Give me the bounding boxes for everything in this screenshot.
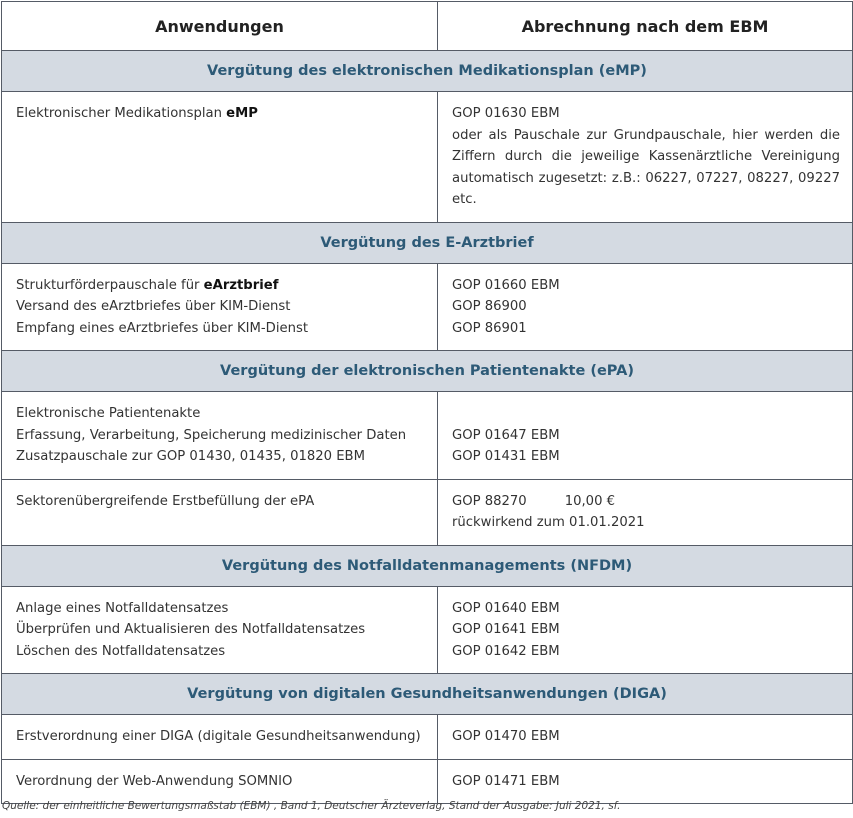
application-cell bbox=[2, 479, 438, 545]
table-row bbox=[2, 586, 853, 674]
application-line: Zusatzpauschale zur GOP 01430, 01435, 01820 EBM bbox=[16, 449, 365, 464]
billing-note: oder als Pauschale zur Grundpauschale, hier werden die Ziffern durch die jeweilige Kassenärztliche Vereinigung automatisch zugesetzt: z.B.: 06227, 07227, 08227, 09227 etc. bbox=[452, 127, 840, 207]
application-bold: eArztbrief bbox=[203, 277, 279, 293]
application-line: Löschen des Notfalldatensatzes bbox=[16, 643, 226, 659]
billing-note: rückwirkend zum 01.01.2021 bbox=[452, 515, 645, 530]
billing-code: GOP 01630 EBM bbox=[452, 106, 560, 121]
billing-cell bbox=[438, 586, 853, 674]
section-title: Vergütung des elektronischen Medikationsplan (eMP) bbox=[2, 51, 853, 92]
application-line: Empfang eines eArztbriefes über KIM-Dienst bbox=[16, 320, 309, 336]
billing-amount: 10,00 € bbox=[564, 493, 616, 509]
table-row bbox=[2, 263, 853, 351]
billing-cell bbox=[438, 479, 853, 545]
table-header-row bbox=[2, 2, 853, 51]
source-caption: Quelle: der einheitliche Bewertungsmaßstab (EBM) , Band 1, Deutscher Ärzteverlag, Stand der Ausgabe: Juli 2021, sf. bbox=[2, 800, 621, 812]
billing-code: GOP 01660 EBM bbox=[452, 277, 560, 293]
billing-cell bbox=[438, 92, 853, 223]
application-bold: eMP bbox=[226, 106, 258, 121]
application-cell bbox=[2, 715, 438, 760]
billing-cell bbox=[438, 715, 853, 760]
billing-code: GOP 01431 EBM bbox=[452, 449, 560, 464]
application-text: Elektronischer Medikationsplan bbox=[16, 106, 227, 121]
table-row bbox=[2, 392, 853, 480]
section-header-epa bbox=[2, 351, 853, 392]
billing-code: GOP 86901 bbox=[452, 320, 527, 336]
application-cell bbox=[2, 759, 438, 804]
application-line: Sektorenübergreifende Erstbefüllung der ePA bbox=[16, 493, 315, 509]
section-header-emp bbox=[2, 51, 853, 92]
billing-code: GOP 01470 EBM bbox=[452, 729, 560, 744]
application-cell bbox=[2, 586, 438, 674]
application-line: Elektronische Patientenakte bbox=[16, 406, 201, 421]
billing-code: GOP 01647 EBM bbox=[452, 427, 560, 443]
billing-cell bbox=[438, 759, 853, 804]
billing-code: GOP 01641 EBM bbox=[452, 622, 560, 637]
section-title: Vergütung der elektronischen Patientenakte (ePA) bbox=[2, 351, 853, 392]
application-line bbox=[16, 275, 425, 297]
application-line: Versand des eArztbriefes über KIM-Dienst bbox=[16, 299, 291, 314]
billing-code: GOP 01471 EBM bbox=[452, 773, 560, 789]
billing-code: GOP 01642 EBM bbox=[452, 643, 560, 659]
section-title: Vergütung des Notfalldatenmanagements (NFDM) bbox=[2, 545, 853, 586]
header-billing: Abrechnung nach dem EBM bbox=[438, 2, 853, 51]
application-text: Strukturförderpauschale für bbox=[16, 277, 204, 293]
billing-cell bbox=[438, 263, 853, 351]
billing-code: GOP 01640 EBM bbox=[452, 600, 560, 616]
application-line: Verordnung der Web-Anwendung SOMNIO bbox=[16, 773, 293, 789]
application-cell bbox=[2, 92, 438, 223]
application-line: Erstverordnung einer DIGA (digitale Gesundheitsanwendung) bbox=[16, 729, 421, 744]
billing-code: GOP 86900 bbox=[452, 299, 527, 314]
table-row bbox=[2, 715, 853, 760]
section-header-diga bbox=[2, 674, 853, 715]
section-header-nfdm bbox=[2, 545, 853, 586]
billing-code-line bbox=[452, 491, 840, 513]
spacer bbox=[452, 403, 840, 425]
application-line: Erfassung, Verarbeitung, Speicherung medizinischer Daten bbox=[16, 427, 407, 443]
billing-code: GOP 88270 bbox=[452, 493, 527, 509]
billing-cell bbox=[438, 392, 853, 480]
section-header-earztbrief bbox=[2, 222, 853, 263]
ebm-billing-table bbox=[1, 1, 853, 804]
section-title: Vergütung von digitalen Gesundheitsanwendungen (DIGA) bbox=[2, 674, 853, 715]
table-row bbox=[2, 759, 853, 804]
application-line: Anlage eines Notfalldatensatzes bbox=[16, 600, 229, 616]
header-applications: Anwendungen bbox=[2, 2, 438, 51]
section-title: Vergütung des E-Arztbrief bbox=[2, 222, 853, 263]
application-line: Überprüfen und Aktualisieren des Notfalldatensatzes bbox=[16, 622, 366, 637]
table-row bbox=[2, 479, 853, 545]
application-cell bbox=[2, 263, 438, 351]
application-cell bbox=[2, 392, 438, 480]
table-row bbox=[2, 92, 853, 223]
application-line bbox=[16, 103, 425, 125]
